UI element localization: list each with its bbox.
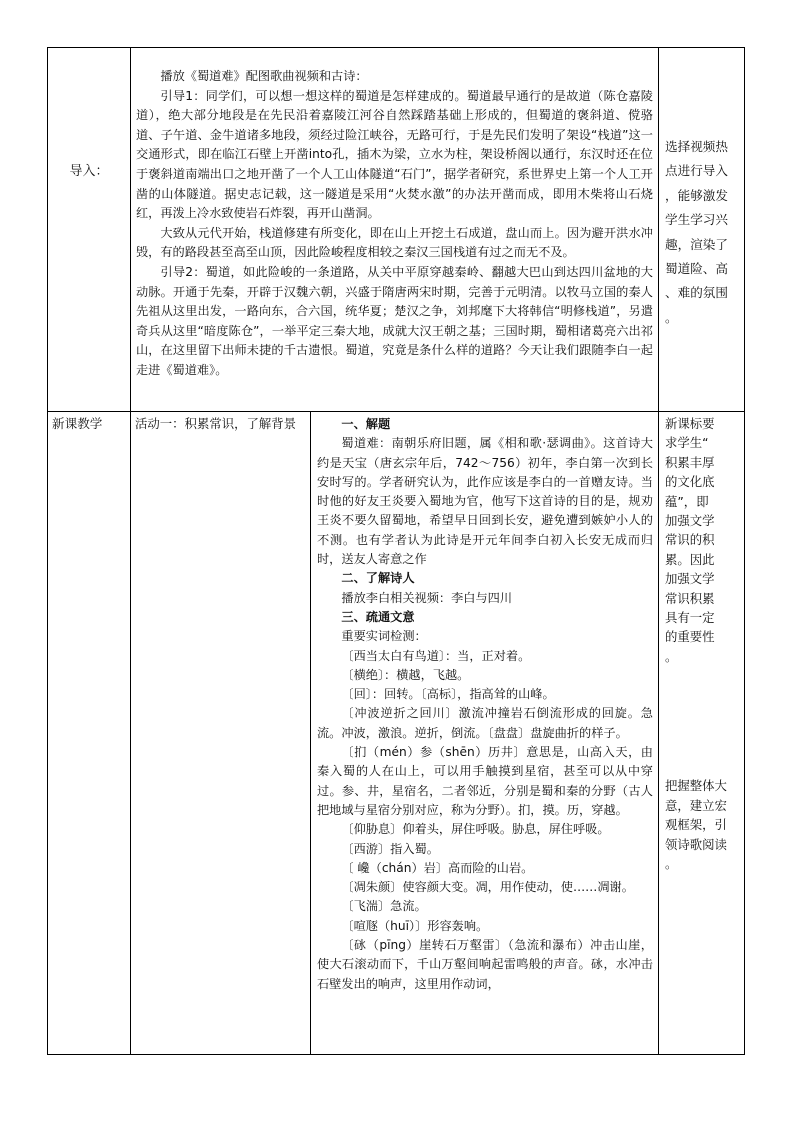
note-line: 加强文学 [665, 571, 715, 587]
note-line: 常识的积 [665, 532, 715, 548]
note-line: 加强文学 [665, 513, 715, 529]
note-line: 常识积累 [665, 590, 715, 606]
vocab-item: 〔回〕：回转。〔高标〕，指高耸的山峰。 [341, 687, 555, 702]
lesson-content [311, 412, 659, 1055]
intro-row [48, 48, 745, 412]
section-heading: 二、了解诗人 [341, 571, 415, 586]
note-line: ，能够激发 [665, 187, 728, 203]
vocab-item: 〔西当太白有鸟道〕：当，正对着。 [341, 648, 531, 663]
note-line: 观框架，引 [665, 817, 727, 833]
lesson-note [659, 412, 745, 1055]
lesson-paragraph: 播放李白相关视频：李白与四川 [341, 590, 513, 605]
lesson-paragraph: 蜀道难：南朝乐府旧题，属《相和歌·瑟调曲》。这首诗大约是天宝（唐玄宗年后，742～756）初年，李白第一次到长安时写的。学者研究认为，此作应该是李白的一首赠友诗。当时他的好友王炎要入蜀地为官，他写下这首诗的目的是，规劝王炎不要久留蜀地，希望早日回到长安，避免遭到嫉妒小人的不测。也有学者认为此诗是开元年间李白初入长安无成而归时，送友人寄意之作 [317, 436, 653, 567]
vocab-item: 〔 巉（chán）岩〕高而险的山岩。 [341, 860, 534, 875]
activity-label: 活动一：积累常识，了解背景 [131, 412, 311, 1055]
intro-paragraph: 引导2：蜀道，如此险峻的一条道路，从关中平原穿越秦岭、翻越大巴山到达四川盆地的大动脉。开通于先秦，开辟于汉魏六朝，兴盛于隋唐两宋时期，完善于元明清。以牧马立国的秦人先祖从这里出发，一路向东，合六国，统华夏；楚汉之争，刘邦麾下大将韩信“明修栈道”，另遣奇兵从这里“暗度陈仓”，一举平定三秦大地，成就大汉王朝之基；三国时期，蜀相诸葛亮六出祁山，在这里留下出师未捷的千古遗恨。蜀道，究竟是条什么样的道路？今天让我们跟随李白一起走进《蜀道难》。 [136, 264, 653, 377]
note-line: 蜀道险、高 [665, 261, 728, 277]
lesson-paragraph: 重要实词检测： [341, 629, 427, 644]
intro-paragraph: 大致从元代开始，栈道修建有所变化，即在山上开挖土石成道，盘山而上。因为避开洪水冲毁，有的路段甚至高至山顶，因此险峻程度相较之秦汉三国栈道有过之而无不及。 [136, 225, 653, 260]
note-line: 。 [665, 309, 678, 325]
note-line: 新课标要 [665, 416, 715, 431]
vocab-item: 〔砯（pīng）崖转石万壑雷〕（急流和瀑布）冲击山崖，使大石滚动而下，千山万壑间响起雷鸣般的声音。砯，水冲击石壁发出的响声，这里用作动词， [317, 938, 653, 991]
vocab-item: 〔喧豗（huī）〕形容轰响。 [341, 918, 489, 933]
section-heading: 一、解题 [341, 417, 391, 431]
intro-label: 导入： [48, 48, 131, 412]
note-line: 意，建立宏 [665, 797, 727, 813]
note-line: 、难的氛围 [665, 285, 728, 301]
lesson-row [48, 412, 745, 1055]
note-line: 把握整体大 [665, 778, 727, 794]
note-line: 具有一定 [665, 610, 715, 626]
note-line: 。 [665, 855, 678, 871]
note-line: 蕴”，即 [665, 493, 709, 509]
lesson-plan-table [47, 47, 745, 1055]
intro-paragraph: 引导1：同学们，可以想一想这样的蜀道是怎样建成的。蜀道最早通行的是故道（陈仓嘉陵道），绝大部分地段是在先民沿着嘉陵江河谷自然踩踏基础上形成的，但蜀道的褒斜道、傥骆道、子午道、金牛道诸多地段，须经过险江峡谷，无路可行，于是先民们发明了架设“栈道”这一交通形式，即在临江石壁上开凿into孔，插木为梁，立水为柱，架设桥阁以通行，东汉时还在位于褒斜道南端出口之地开凿了一个人工山体隧道“石门”，据学者研究，系世界史上第一个人工开凿的山体隧道。据史志记载，这一隧道是采用“火焚水激”的办法开凿而成，即用木柴将山石烧红，再泼上冷水致使岩石炸裂，再开山凿洞。 [136, 88, 653, 221]
note-line: 的文化底 [665, 474, 715, 490]
vocab-item: 〔凋朱颜〕使容颜大变。凋，用作使动，使……凋谢。 [341, 880, 634, 895]
vocab-item: 〔横绝〕：横越，飞越。 [341, 667, 470, 682]
note-line: 领诗歌阅读 [665, 836, 727, 852]
note-line: 的重要性 [665, 629, 715, 645]
intro-note [659, 48, 745, 412]
vocab-item: 〔扪（mén）参（shēn）历井〕意思是，山高入天，由秦入蜀的人在山上，可以用手触摸到星宿，甚至可以从中穿过。参、井，星宿名，二者邻近，分别是蜀和秦的分野（古人把地域与星宿分别对应，称为分野）。扪，摸。历，穿越。 [317, 745, 653, 817]
vocab-item: 〔飞湍〕急流。 [341, 899, 427, 914]
note-line: 学生学习兴 [665, 212, 728, 228]
note-line: 累。因此 [665, 551, 715, 567]
intro-content [131, 48, 659, 412]
vocab-item: 〔西游〕指入蜀。 [341, 841, 439, 856]
section-heading: 三、疏通文意 [341, 609, 415, 624]
note-line: 。 [665, 648, 678, 664]
intro-paragraph: 播放《蜀道难》配图歌曲视频和古诗： [160, 69, 368, 83]
note-line: 点进行导入 [665, 163, 728, 179]
note-line: 选择视频热 [665, 139, 728, 154]
lesson-label: 新课教学 [48, 412, 131, 1055]
note-line: 趣，渲染了 [665, 236, 728, 252]
vocab-item: 〔仰胁息〕仰着头，屏住呼吸。胁息，屏住呼吸。 [341, 822, 610, 837]
vocab-item: 〔冲波逆折之回川〕激流冲撞岩石倒流形成的回旋。急流。冲波，激浪。逆折，倒流。〔盘盘〕盘旋曲折的样子。 [317, 706, 653, 740]
note-line: 求学生“ [665, 435, 709, 451]
note-line: 积累丰厚 [665, 454, 715, 470]
